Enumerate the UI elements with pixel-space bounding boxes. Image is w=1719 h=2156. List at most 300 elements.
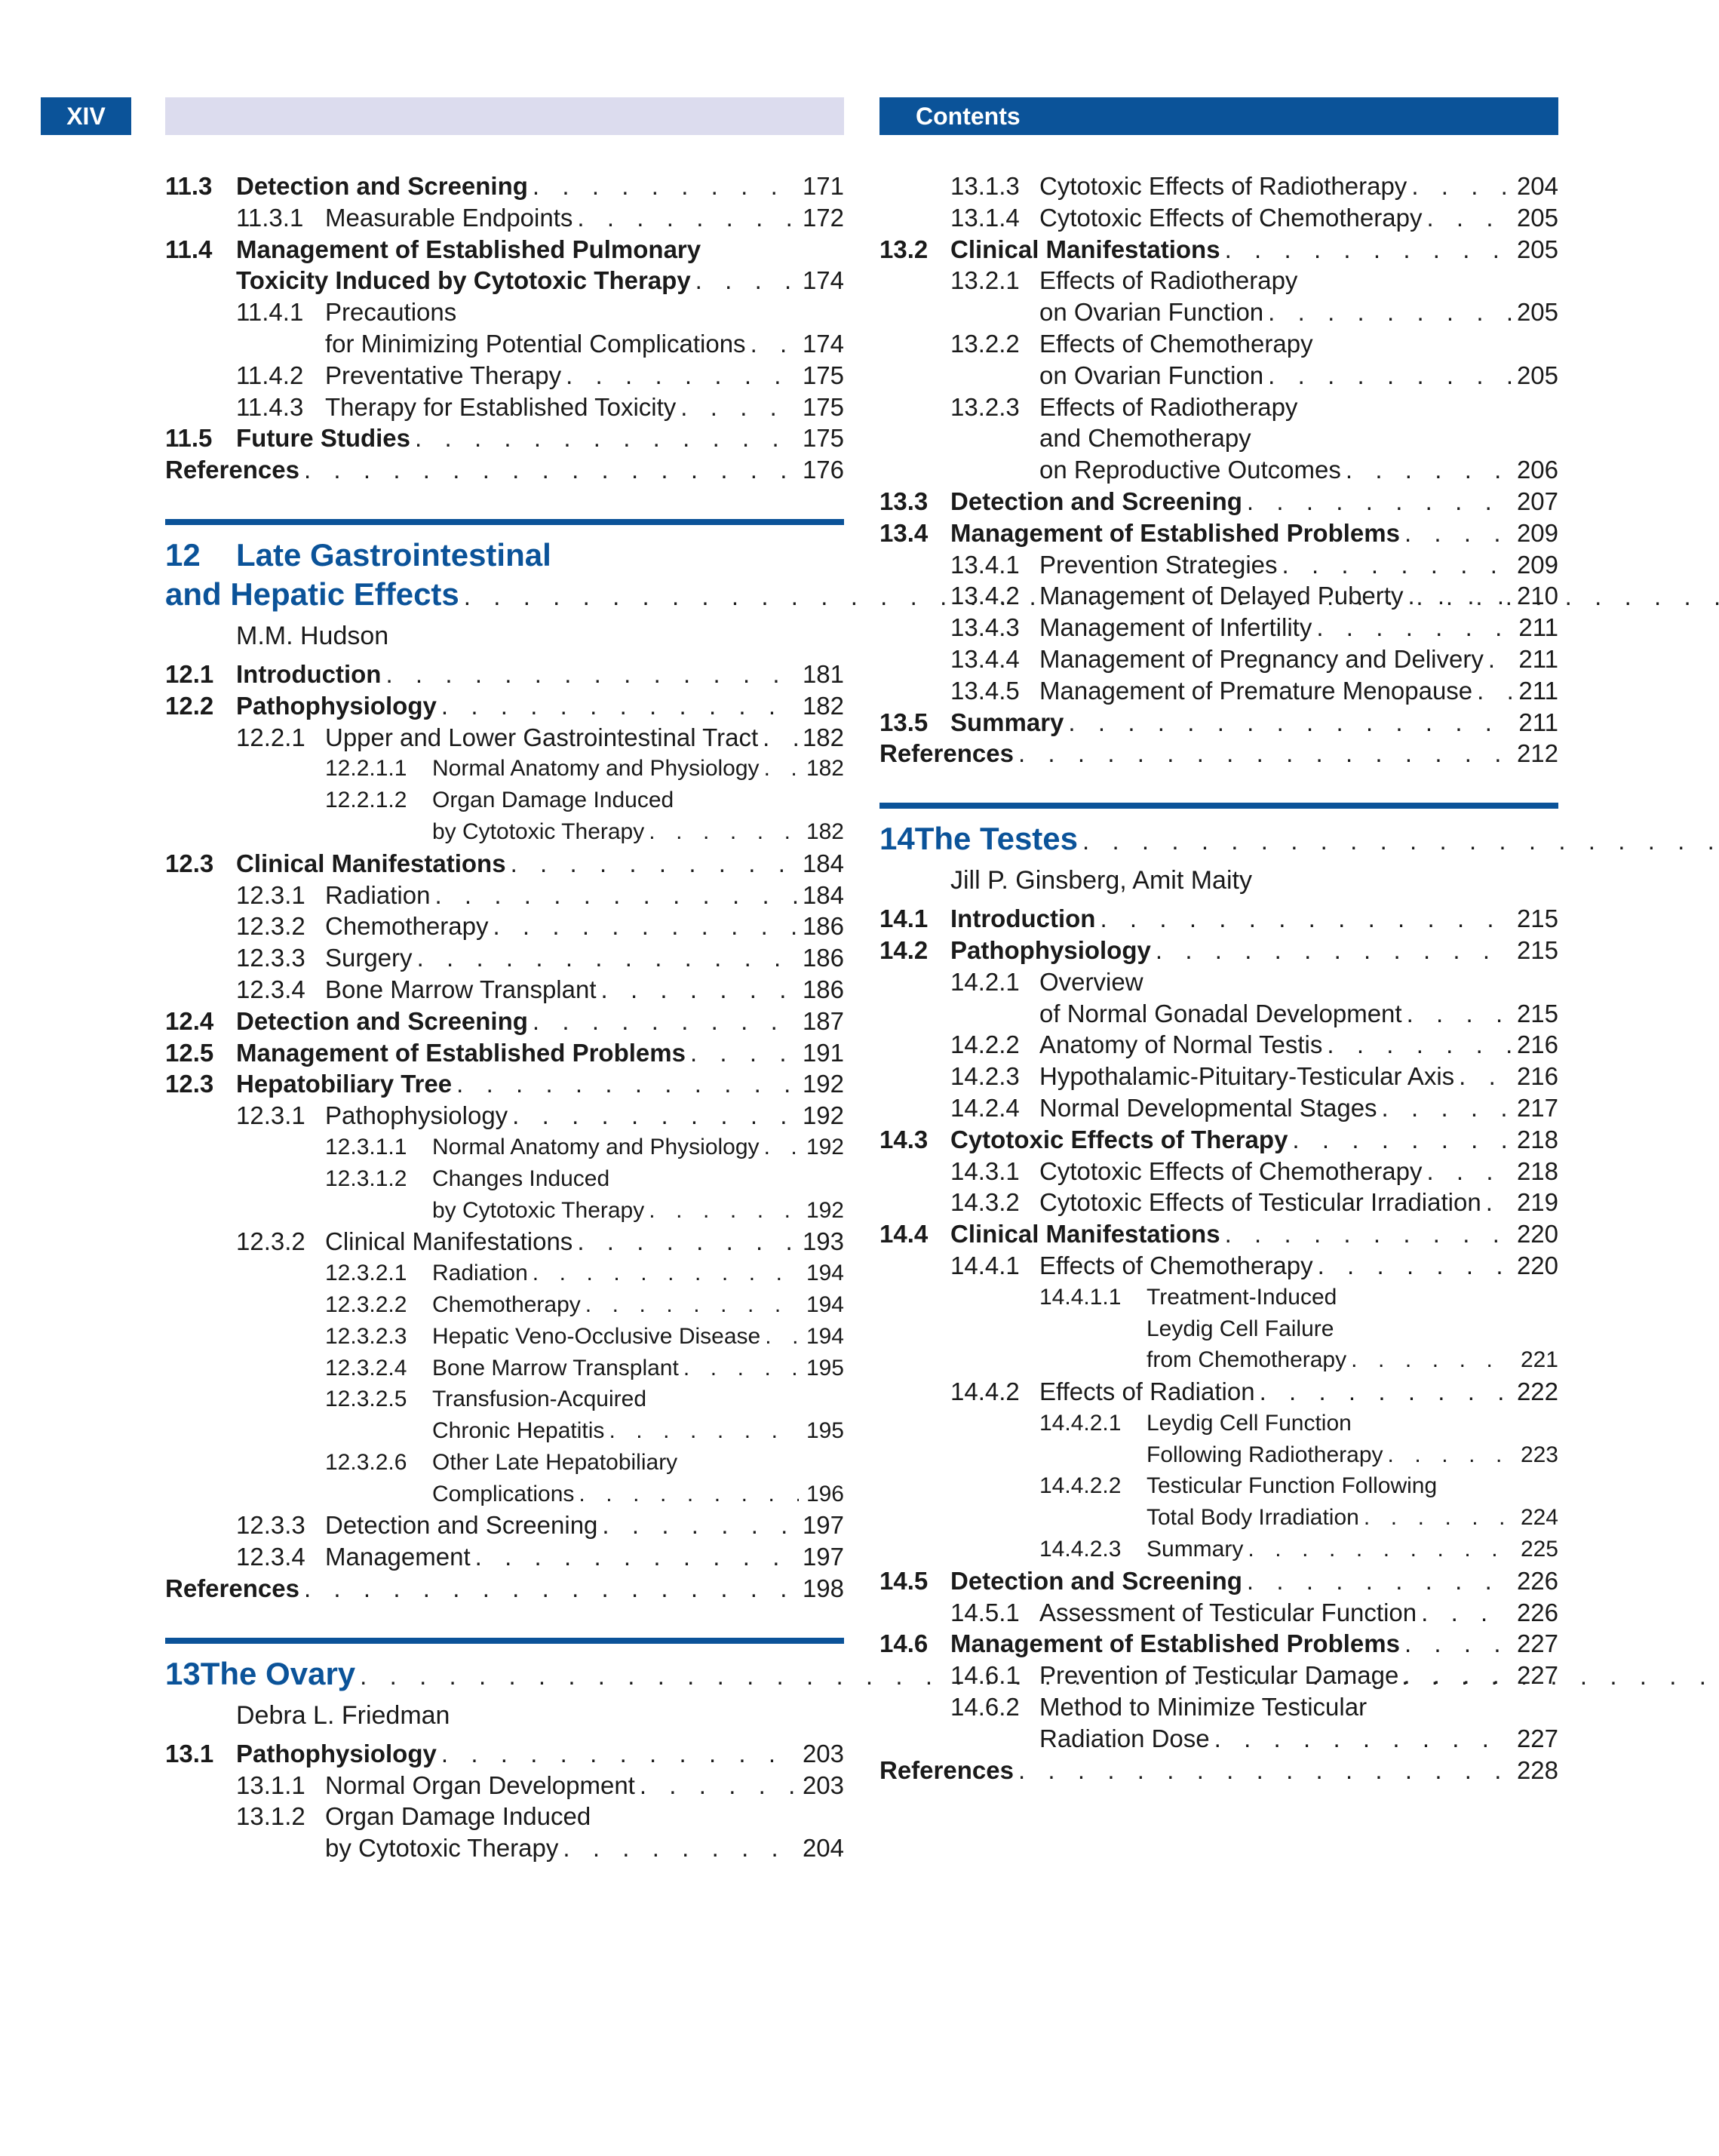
toc-entry[interactable] [879, 328, 1558, 360]
toc-entry[interactable] [165, 1132, 844, 1163]
toc-entry-page: 192 [802, 1070, 844, 1098]
toc-entry-label: Management [325, 1543, 471, 1571]
toc-entry[interactable] [879, 1092, 1558, 1124]
toc-entry-label: Testicular Function Following [1147, 1473, 1438, 1499]
toc-entry[interactable] [165, 1195, 844, 1227]
dot-leader [609, 1415, 799, 1447]
toc-entry[interactable] [165, 880, 844, 911]
chapter-title[interactable]: The Testes [914, 821, 1079, 857]
toc-entry-label: Chemotherapy [432, 1291, 581, 1317]
toc-entry-number: 14.5 [879, 1566, 929, 1595]
dot-leader [1248, 1534, 1513, 1565]
toc-entry-page: 217 [1516, 1093, 1558, 1122]
toc-entry[interactable] [879, 903, 1558, 935]
toc-entry-page: 191 [802, 1038, 844, 1067]
left-column [165, 170, 844, 1864]
toc-entry-page: 211 [1518, 708, 1558, 736]
toc-entry-label: Radiation [432, 1261, 528, 1286]
toc-entry-page: 227 [1516, 1724, 1558, 1752]
toc-entry-label: Detection and Screening [325, 1511, 598, 1540]
toc-entry-number: 13.2.2 [950, 329, 1020, 358]
toc-entry-page: 209 [1516, 550, 1558, 579]
toc-entry[interactable] [165, 1738, 844, 1770]
toc-entry-number: 13.5 [879, 708, 929, 736]
toc-entry-label: Cytotoxic Effects of Chemotherapy [1039, 1156, 1423, 1185]
toc-entry[interactable] [165, 1321, 844, 1353]
toc-entry-label: Prevention Strategies [1039, 550, 1278, 579]
dot-leader [563, 1832, 798, 1864]
toc-entry[interactable] [879, 1344, 1558, 1376]
toc-entry-page: 205 [1516, 361, 1558, 389]
toc-entry-number: 12.3.2.4 [325, 1355, 407, 1381]
dot-leader [1318, 1250, 1512, 1282]
toc-entry-page: 186 [802, 912, 844, 941]
toc-entry[interactable] [879, 1124, 1558, 1156]
toc-entry-number: 14.3.1 [950, 1156, 1020, 1185]
toc-entry-page: 187 [802, 1006, 844, 1035]
toc-entry-page: 225 [1520, 1537, 1558, 1562]
toc-entry[interactable] [879, 1565, 1558, 1597]
toc-entry[interactable] [879, 518, 1558, 549]
dot-leader [512, 1100, 798, 1132]
toc-entry-label: Leydig Cell Failure [1147, 1316, 1334, 1341]
toc-entry-number: 14.1 [879, 904, 929, 933]
toc-entry-page: 210 [1516, 582, 1558, 610]
toc-entry-page: 227 [1516, 1629, 1558, 1658]
toc-entry-label: Detection and Screening [236, 1006, 528, 1035]
toc-entry-page: 218 [1516, 1156, 1558, 1185]
toc-entry-label: Management of Established Pulmonary [236, 235, 701, 263]
toc-entry-page: 196 [806, 1481, 844, 1506]
toc-entry-number: 13.4.3 [950, 613, 1020, 642]
dot-leader [1351, 1344, 1513, 1376]
toc-entry-number: 14.4.2.1 [1039, 1410, 1122, 1436]
toc-entry-number: 12.1 [165, 659, 214, 688]
toc-entry-page: 222 [1516, 1377, 1558, 1406]
toc-entry-number: 12.3.1 [236, 880, 305, 909]
dot-leader [566, 360, 798, 392]
toc-entry[interactable] [165, 1289, 844, 1321]
dot-leader [1382, 1092, 1512, 1124]
toc-entry-page: 184 [802, 880, 844, 909]
toc-entry[interactable] [879, 549, 1558, 581]
toc-entry-number: 13.4.1 [950, 550, 1020, 579]
toc-entry-page: 197 [802, 1543, 844, 1571]
toc-entry-label: Other Late Hepatobiliary [432, 1449, 678, 1475]
dot-leader [1404, 518, 1512, 549]
dot-leader [1260, 1376, 1512, 1408]
toc-entry[interactable] [879, 643, 1558, 675]
toc-entry-page: 211 [1518, 676, 1558, 705]
toc-entry[interactable] [165, 942, 844, 974]
toc-entry-label: Cytotoxic Effects of Therapy [950, 1125, 1288, 1153]
dot-leader [511, 848, 798, 880]
toc-entry[interactable] [879, 392, 1558, 423]
toc-entry-number: 11.3.1 [236, 203, 304, 232]
dot-leader [1407, 998, 1512, 1030]
toc-entry-label: on Reproductive Outcomes [1039, 456, 1341, 484]
toc-entry[interactable] [165, 1353, 844, 1384]
toc-entry[interactable] [879, 1376, 1558, 1408]
dot-leader [1388, 1439, 1513, 1471]
toc-entry-page: 186 [802, 944, 844, 972]
toc-entry-number: 12.3 [165, 1070, 214, 1098]
toc-entry-page: 226 [1516, 1598, 1558, 1626]
dot-leader [1247, 1565, 1512, 1597]
toc-entry[interactable] [879, 1439, 1558, 1471]
toc-entry-label: by Cytotoxic Therapy [432, 1197, 645, 1223]
toc-entry[interactable] [165, 1006, 844, 1037]
toc-entry[interactable] [879, 612, 1558, 643]
toc-entry-label: and Chemotherapy [1039, 424, 1251, 453]
toc-entry[interactable] [165, 170, 844, 202]
toc-entry-page: 209 [1516, 518, 1558, 547]
toc-entry-number: 13.4 [879, 518, 929, 547]
toc-entry[interactable] [879, 1408, 1558, 1439]
toc-entry-label: Detection and Screening [950, 1566, 1242, 1595]
toc-entry-number: 12.2.1 [236, 723, 305, 751]
toc-entry-page: 219 [1516, 1188, 1558, 1217]
toc-entry-label: Introduction [236, 659, 382, 688]
toc-entry[interactable] [165, 1832, 844, 1864]
chapter-title-line1[interactable]: Late Gastrointestinal [236, 536, 551, 573]
dot-leader [1268, 360, 1512, 392]
dot-leader [1404, 1628, 1512, 1660]
toc-entry[interactable] [165, 659, 844, 690]
dot-leader [695, 265, 798, 296]
toc-entry-label: Total Body Irradiation [1147, 1505, 1359, 1531]
toc-entry-label: Effects of Chemotherapy [1039, 1251, 1313, 1279]
toc-entry-page: 182 [806, 756, 844, 782]
toc-entry[interactable] [879, 360, 1558, 392]
toc-entry[interactable] [879, 422, 1558, 454]
toc-entry-label: Leydig Cell Function [1147, 1410, 1352, 1436]
toc-entry-number: 12.3.2.2 [325, 1291, 407, 1317]
toc-entry[interactable] [165, 1770, 844, 1801]
toc-entry-number: 12.3.3 [236, 944, 305, 972]
toc-entry[interactable] [165, 1541, 844, 1573]
toc-entry[interactable] [165, 265, 844, 296]
toc-entry-page: 172 [802, 203, 844, 232]
toc-entry-label: Normal Organ Development [325, 1771, 635, 1799]
toc-entry[interactable] [879, 1660, 1558, 1691]
dot-leader [601, 974, 798, 1006]
toc-entry-number: 13.1.4 [950, 203, 1020, 232]
toc-entry-page: 184 [802, 849, 844, 877]
toc-entry[interactable] [165, 296, 844, 328]
dot-leader [751, 328, 798, 360]
toc-entry[interactable] [165, 202, 844, 234]
toc-entry[interactable] [165, 722, 844, 754]
toc-entry[interactable] [879, 1218, 1558, 1250]
toc-entry-label: Summary [950, 708, 1064, 736]
toc-entry-number: 14.4.2 [950, 1377, 1020, 1406]
toc-entry-label: Assessment of Testicular Function [1039, 1598, 1417, 1626]
dot-leader [649, 1195, 799, 1227]
toc-entry-page: 182 [802, 723, 844, 751]
dot-leader [1327, 1029, 1512, 1061]
toc-entry[interactable] [879, 966, 1558, 998]
toc-entry[interactable] [165, 1801, 844, 1832]
toc-entry[interactable] [879, 486, 1558, 518]
toc-entry-label: for Minimizing Potential Complications [325, 329, 746, 358]
toc-entry[interactable] [165, 1447, 844, 1479]
toc-entry[interactable] [879, 738, 1558, 769]
dot-leader [304, 454, 798, 486]
toc-entry-label: Chemotherapy [325, 912, 489, 941]
toc-entry-page: 216 [1516, 1030, 1558, 1059]
toc-entry-page: 224 [1520, 1505, 1558, 1531]
toc-entry-label: Following Radiotherapy [1147, 1442, 1383, 1467]
toc-entry-page: 192 [802, 1101, 844, 1130]
toc-entry-label: Introduction [950, 904, 1096, 933]
toc-entry-label: Detection and Screening [950, 487, 1242, 515]
toc-entry-number: 12.3.2 [236, 912, 305, 941]
dot-leader [304, 1573, 798, 1605]
toc-entry[interactable] [879, 1597, 1558, 1629]
toc-entry[interactable] [165, 1100, 844, 1132]
dot-leader [1018, 1755, 1512, 1786]
chapter-13 [165, 1638, 844, 1864]
toc-list-chapter-12 [165, 659, 844, 1605]
toc-entry-page: 192 [806, 1134, 844, 1159]
toc-entry[interactable] [879, 1187, 1558, 1218]
toc-entry-label: Pathophysiology [236, 1739, 437, 1767]
toc-entry-number: 11.3 [165, 172, 213, 200]
toc-entry[interactable] [879, 1029, 1558, 1061]
toc-entry-number: 13.2 [879, 235, 929, 263]
toc-entry[interactable] [879, 1156, 1558, 1187]
toc-entry[interactable] [879, 1250, 1558, 1282]
toc-entry-number: 12.3.2.1 [325, 1261, 407, 1286]
header-bar [165, 97, 844, 135]
toc-entry-number: 14.3 [879, 1125, 929, 1153]
toc-entry-page: 194 [806, 1291, 844, 1317]
toc-entry-number: 14.2.3 [950, 1062, 1020, 1091]
toc-entry[interactable] [165, 1510, 844, 1541]
toc-entry[interactable] [879, 935, 1558, 966]
toc-entry-page: 182 [806, 818, 844, 844]
toc-list-left-top [165, 170, 844, 486]
toc-entry-label: Transfusion-Acquired [432, 1387, 647, 1412]
toc-entry-label: Overview [1039, 967, 1143, 996]
toc-entry-label: Upper and Lower Gastrointestinal Tract [325, 723, 759, 751]
toc-entry[interactable] [879, 296, 1558, 328]
toc-entry[interactable] [879, 675, 1558, 707]
toc-entry-label: Measurable Endpoints [325, 203, 573, 232]
toc-entry-label: Effects of Radiotherapy [1039, 266, 1298, 295]
toc-entry[interactable] [879, 998, 1558, 1030]
dot-leader [1268, 296, 1512, 328]
toc-entry-page: 204 [1516, 172, 1558, 200]
toc-entry-number: 13.1.2 [236, 1802, 305, 1831]
toc-entry-page: 211 [1518, 644, 1558, 673]
dot-leader [1364, 1502, 1513, 1534]
toc-entry-number: 14.4.2.3 [1039, 1537, 1122, 1562]
toc-entry-label: Cytotoxic Effects of Radiotherapy [1039, 172, 1407, 200]
toc-entry-number: 13.4.4 [950, 644, 1020, 673]
dot-leader [1247, 486, 1512, 518]
toc-entry-page: 174 [802, 266, 844, 295]
toc-entry-label: Cytotoxic Effects of Testicular Irradiation [1039, 1188, 1481, 1217]
toc-entry-page: 181 [802, 659, 844, 688]
toc-entry-label: Future Studies [236, 424, 411, 453]
toc-entry[interactable] [879, 707, 1558, 739]
toc-entry[interactable] [165, 1258, 844, 1289]
dot-leader [1403, 1660, 1512, 1691]
dot-leader [1421, 1597, 1512, 1629]
toc-entry[interactable] [165, 234, 844, 266]
dot-leader [764, 753, 799, 785]
toc-entry-label: Radiation [325, 880, 431, 909]
toc-entry-label: by Cytotoxic Therapy [432, 818, 645, 844]
toc-entry-label: from Chemotherapy [1147, 1347, 1347, 1373]
toc-entry-label: Detection and Screening [236, 172, 528, 200]
chapter-author: Debra L. Friedman [236, 1700, 450, 1730]
chapter-author: Jill P. Ginsberg, Amit Maity [950, 866, 1252, 895]
toc-entry-number: 14.3.2 [950, 1188, 1020, 1217]
toc-entry-number: 13.2.3 [950, 392, 1020, 421]
dot-leader [1346, 454, 1512, 486]
toc-entry[interactable] [165, 1037, 844, 1069]
toc-entry-page: 220 [1516, 1220, 1558, 1248]
toc-entry[interactable] [165, 753, 844, 785]
toc-entry[interactable] [165, 816, 844, 848]
toc-entry[interactable] [879, 1628, 1558, 1660]
toc-entry-label: Toxicity Induced by Cytotoxic Therapy [236, 266, 691, 295]
toc-entry-number: 12.3.2 [236, 1227, 305, 1256]
toc-entry[interactable] [879, 1502, 1558, 1534]
toc-entry-page: 174 [802, 329, 844, 358]
toc-entry[interactable] [165, 392, 844, 423]
toc-entry-number: 12.3.2.6 [325, 1449, 407, 1475]
toc-entry[interactable] [165, 422, 844, 454]
toc-entry[interactable] [165, 360, 844, 392]
toc-entry-label: Management of Premature Menopause [1039, 676, 1473, 705]
toc-entry[interactable] [879, 580, 1558, 612]
toc-entry-page: 186 [802, 975, 844, 1003]
dot-leader [1156, 935, 1512, 966]
toc-entry[interactable] [165, 785, 844, 816]
dot-leader [1292, 1124, 1512, 1156]
toc-entry[interactable] [165, 1415, 844, 1447]
toc-entry-number: 14.6.2 [950, 1693, 1020, 1721]
toc-entry[interactable] [879, 234, 1558, 266]
toc-entry-label: Cytotoxic Effects of Chemotherapy [1039, 203, 1423, 232]
chapter-title[interactable]: The Ovary [200, 1655, 356, 1691]
toc-entry-number: 11.4 [165, 235, 213, 263]
toc-entry-label: of Normal Gonadal Development [1039, 999, 1402, 1027]
toc-entry-label: Hepatobiliary Tree [236, 1070, 453, 1098]
toc-entry-label: Effects of Radiotherapy [1039, 392, 1298, 421]
toc-entry[interactable] [165, 1226, 844, 1258]
dot-leader [765, 1321, 799, 1353]
toc-entry-label: by Cytotoxic Therapy [325, 1834, 559, 1863]
toc-entry[interactable] [879, 1313, 1558, 1345]
toc-entry-page: 206 [1516, 456, 1558, 484]
toc-entry-page: 194 [806, 1323, 844, 1349]
toc-entry[interactable] [165, 1384, 844, 1415]
toc-entry[interactable] [165, 1163, 844, 1195]
toc-entry[interactable] [165, 1479, 844, 1510]
page-number: XIV [41, 97, 131, 135]
dot-leader [690, 1037, 798, 1069]
toc-entry[interactable] [165, 974, 844, 1006]
toc-entry-page: 226 [1516, 1566, 1558, 1595]
dot-leader [1316, 612, 1513, 643]
toc-entry-label: Summary [1147, 1537, 1244, 1562]
chapter-title-line2[interactable]: and Hepatic Effects [165, 576, 459, 612]
toc-entry-page: 203 [802, 1771, 844, 1799]
chapter-14 [879, 803, 1558, 1786]
toc-entry[interactable] [165, 1573, 844, 1605]
toc-entry-label: Hepatic Veno-Occlusive Disease [432, 1323, 761, 1349]
toc-entry[interactable] [165, 328, 844, 360]
toc-entry-label: Preventative Therapy [325, 361, 562, 389]
dot-leader [1488, 643, 1513, 675]
toc-entry[interactable] [165, 848, 844, 880]
toc-entry-label: on Ovarian Function [1039, 361, 1264, 389]
toc-entry-label: Surgery [325, 944, 413, 972]
toc-entry[interactable] [879, 1061, 1558, 1092]
toc-entry-page: 215 [1516, 935, 1558, 964]
toc-entry-number: 14.2.2 [950, 1030, 1020, 1059]
toc-entry[interactable] [879, 1282, 1558, 1313]
dot-leader [475, 1541, 798, 1573]
toc-entry[interactable] [879, 1723, 1558, 1755]
toc-entry-label: Organ Damage Induced [325, 1802, 591, 1831]
toc-entry-number: 12.5 [165, 1038, 214, 1067]
toc-entry[interactable] [165, 1068, 844, 1100]
dot-leader [1018, 738, 1512, 769]
toc-entry-number: 13.1.1 [236, 1771, 305, 1799]
toc-entry-label: Bone Marrow Transplant [432, 1355, 679, 1381]
toc-entry-label: on Ovarian Function [1039, 298, 1264, 327]
toc-entry[interactable] [879, 202, 1558, 234]
toc-entry[interactable] [879, 1755, 1558, 1786]
dot-leader [1225, 234, 1512, 266]
contents-header [879, 97, 1558, 135]
toc-entry[interactable] [879, 1691, 1558, 1723]
toc-entry-page: 215 [1516, 999, 1558, 1027]
toc-entry-page: 218 [1516, 1125, 1558, 1153]
dot-leader [441, 1738, 798, 1770]
toc-entry-label: Clinical Manifestations [950, 1220, 1220, 1248]
dot-leader [1214, 1723, 1512, 1755]
toc-entry[interactable] [165, 911, 844, 942]
toc-entry-page: 175 [802, 392, 844, 421]
toc-entry-number: 14.5.1 [950, 1598, 1020, 1626]
toc-entry[interactable] [879, 454, 1558, 486]
toc-entry-number: 12.2.1.1 [325, 756, 407, 782]
dot-leader [1225, 1218, 1512, 1250]
toc-entry-label: Management of Established Problems [950, 1629, 1400, 1658]
toc-entry-number: 14.4 [879, 1220, 929, 1248]
toc-entry-page: 205 [1516, 235, 1558, 263]
toc-entry[interactable] [165, 690, 844, 722]
toc-entry-number: 12.3.2.5 [325, 1387, 407, 1412]
dot-leader [763, 722, 798, 754]
toc-entry[interactable] [879, 265, 1558, 296]
toc-entry[interactable] [879, 170, 1558, 202]
toc-entry-number: 14.2 [879, 935, 929, 964]
toc-entry-page: 171 [802, 172, 844, 200]
toc-entry[interactable] [165, 454, 844, 486]
toc-entry-number: 12.3.1.2 [325, 1166, 407, 1191]
toc-entry[interactable] [879, 1470, 1558, 1502]
toc-entry[interactable] [879, 1534, 1558, 1565]
toc-entry-label: Bone Marrow Transplant [325, 975, 597, 1003]
